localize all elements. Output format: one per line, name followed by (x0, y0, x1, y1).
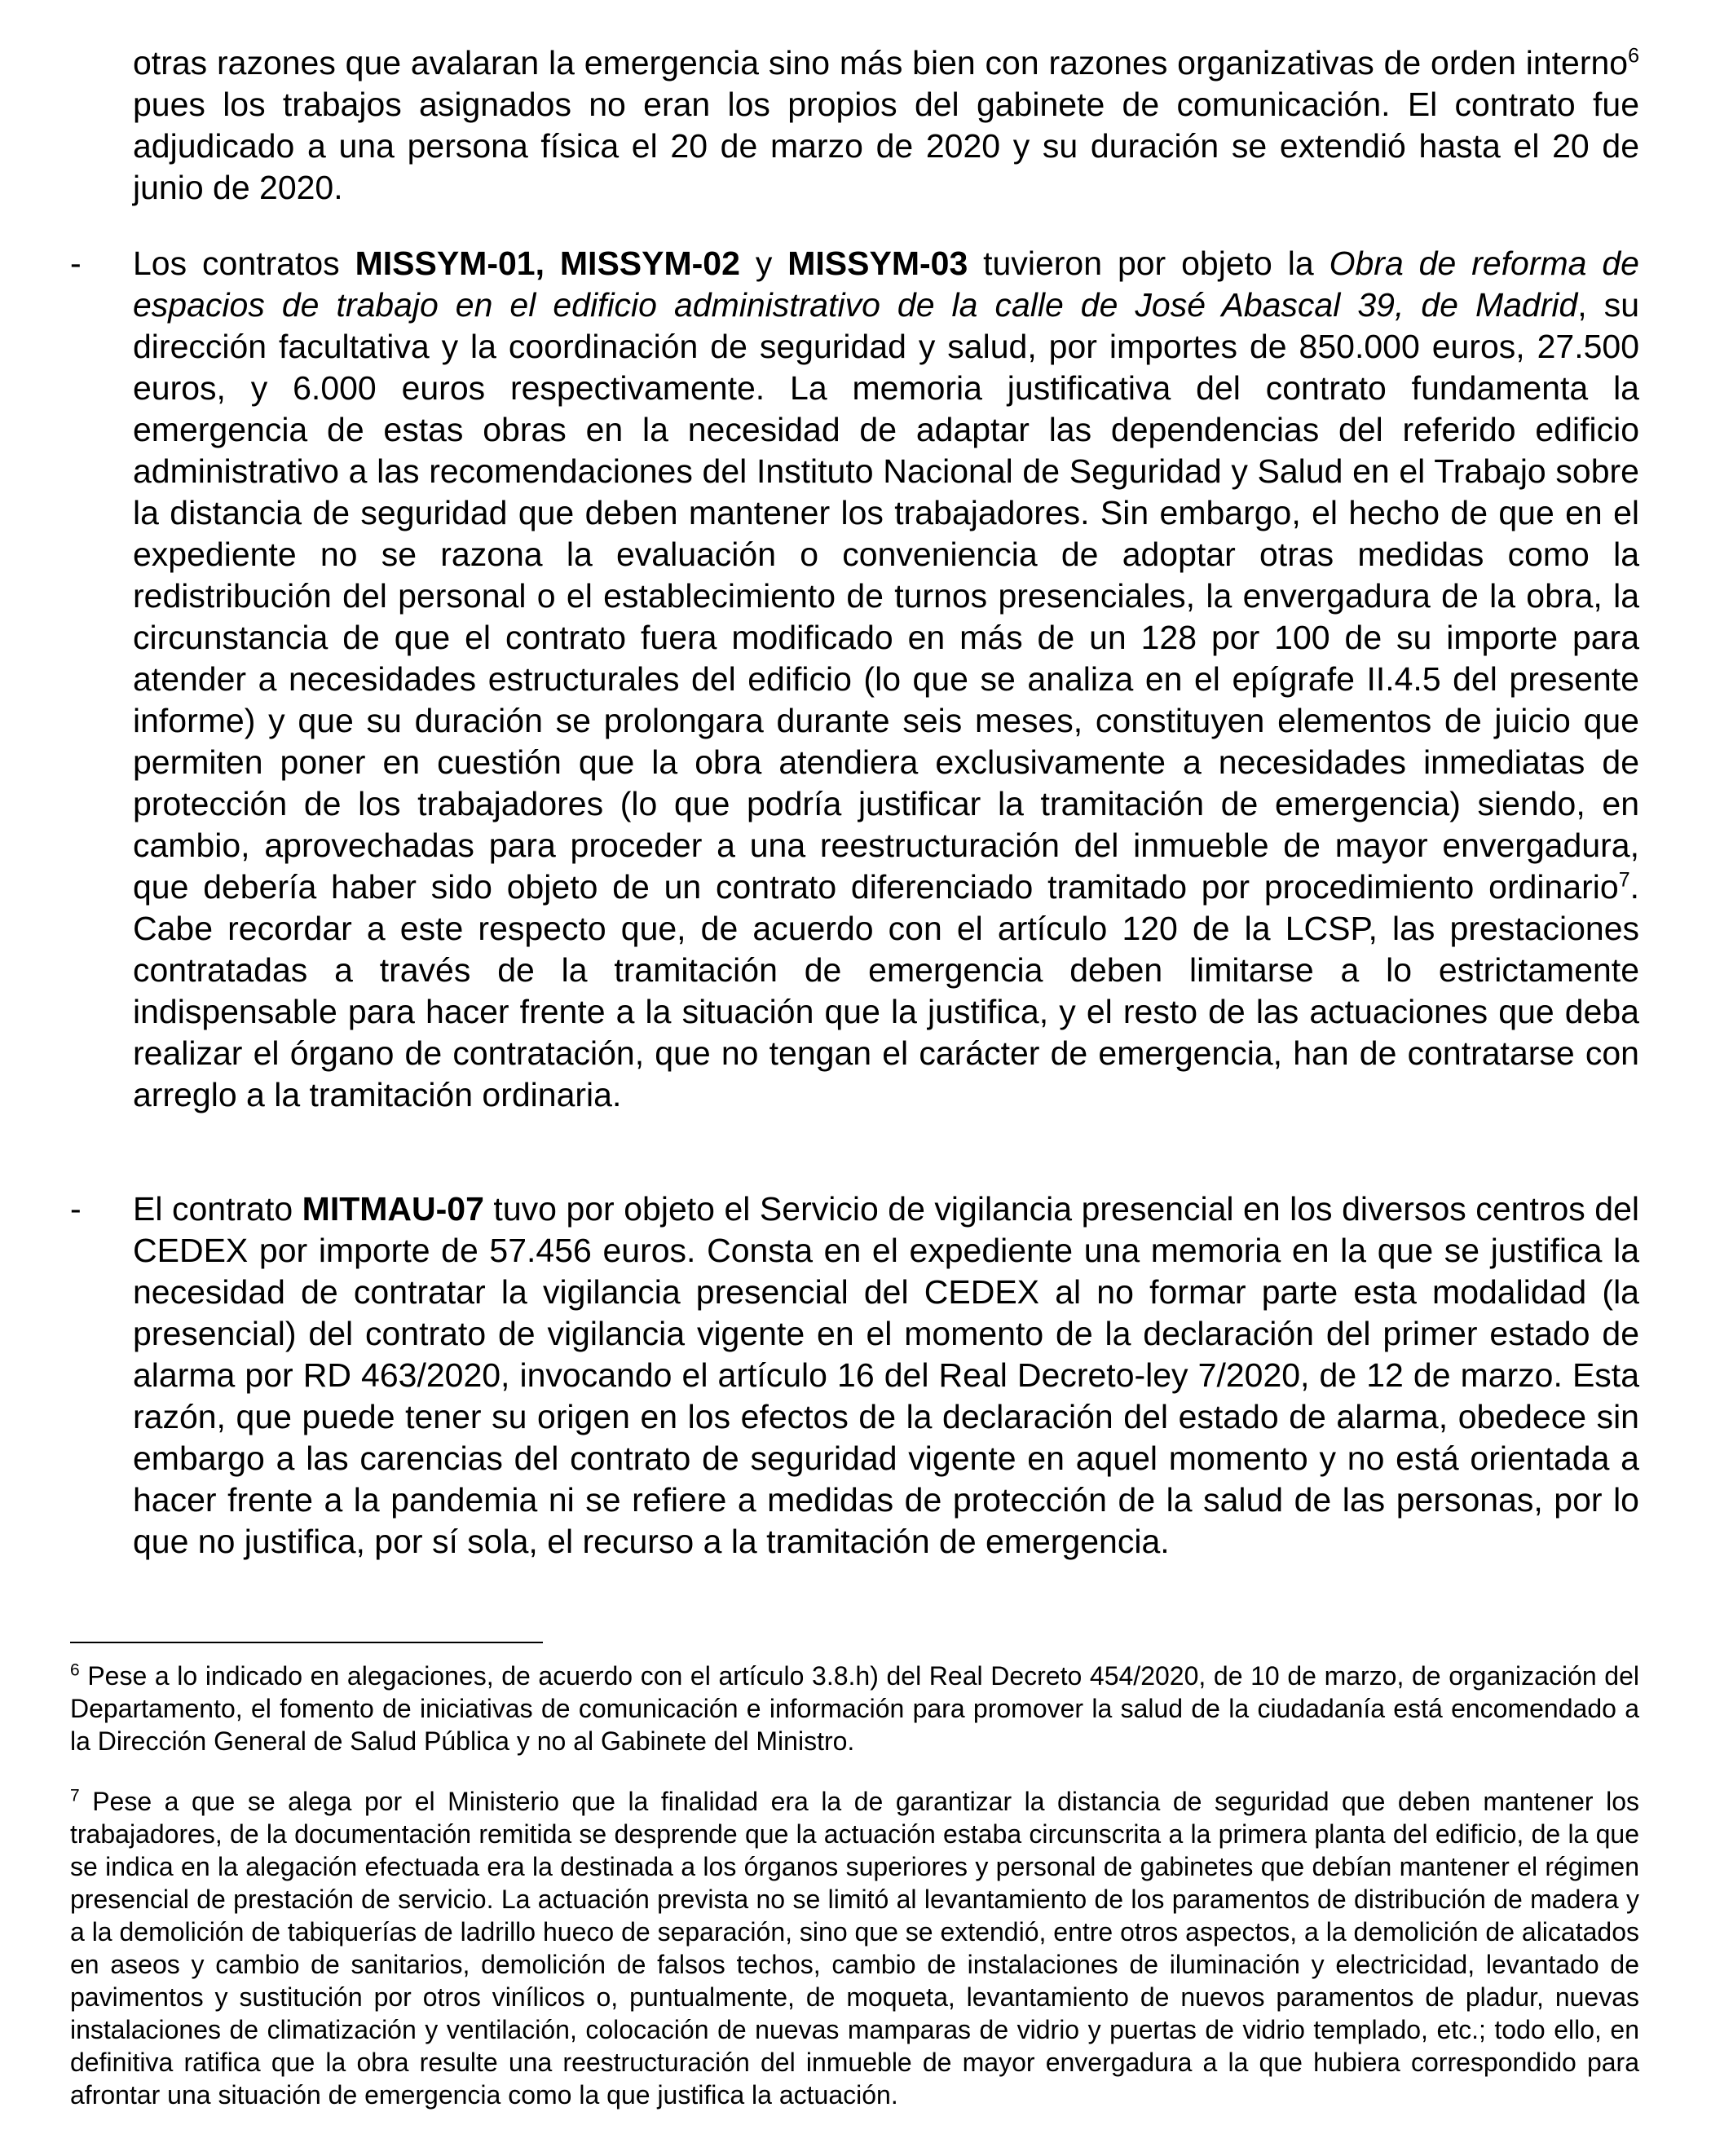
bullet-text (133, 1188, 1639, 1563)
contract-object-italic: Obra de reforma de espacios de trabajo en el edificio administrativo de la calle de José Abascal 39, de Madrid (133, 245, 1639, 324)
text-run: y (739, 245, 788, 282)
footnote-number: 6 (70, 1660, 80, 1680)
bullet-text (133, 243, 1639, 1116)
footnote-separator (70, 1642, 543, 1643)
footnote-number: 7 (70, 1786, 80, 1805)
text-run: tuvieron por objeto la (968, 245, 1330, 282)
text-run: . Cabe recordar a este respecto que, de acuerdo con el artículo 120 de la LCSP, las prestaciones contratadas a través de la tramitación de emergencia deben limitarse a lo estrictamente indispensable para hacer frente a la situación que la justifica, y el resto de las actuaciones que deba realizar el órgano de contratación, que no tengan el carácter de emergencia, han de contratarse con arreglo a la tramitación ordinaria. (133, 868, 1639, 1113)
contract-code-bold: MITMAU-07 (302, 1190, 484, 1228)
footnote-6 (70, 1660, 1639, 1757)
paragraph-continuation (133, 42, 1639, 209)
text-run: Los contratos (133, 245, 355, 282)
footnote-text: Pese a que se alega por el Ministerio que la finalidad era la de garantizar la distancia de seguridad que deben mantener los trabajadores, de la documentación remitida se desprende que la actuación estaba circunscrita a la primera planta del edificio, de la que se indica en la alegación efectuada era la destinada a los órganos superiores y personal de gabinetes que debían mantener el régimen presencial de prestación de servicio. La actuación prevista no se limitó al levantamiento de los paramentos de distribución de madera y a la demolición de tabiquerías de ladrillo hueco de separación, sino que se extendió, entre otros aspectos, a la demolición de alicatados en aseos y cambio de sanitarios, demolición de falsos techos, cambio de instalaciones de iluminación y electricidad, levantado de pavimentos y sustitución por otros vinílicos o, puntualmente, de moqueta, levantamiento de nuevos paramentos de pladur, nuevas instalaciones de climatización y ventilación, colocación de nuevas mamparas de vidrio y puertas de vidrio templado, etc.; todo ello, en definitiva ratifica que la obra resulte una reestructuración del inmueble de mayor envergadura a la que hubiera correspondido para afrontar una situación de emergencia como la que justifica la actuación. (70, 1787, 1639, 2110)
bullet-item-missym (70, 243, 1639, 1116)
text-run: tuvo por objeto el Servicio de vigilancia presencial en los diversos centros del CEDEX por importe de 57.456 euros. Consta en el expediente una memoria en la que se justifica la necesidad de contratar la vigilancia presencial del CEDEX al no formar parte esta modalidad (la presencial) del contrato de vigilancia vigente en el momento de la declaración del primer estado de alarma por RD 463/2020, invocando el artículo 16 del Real Decreto-ley 7/2020, de 12 de marzo. Esta razón, que puede tener su origen en los efectos de la declaración del estado de alarma, obedece sin embargo a las carencias del contrato de seguridad vigente en aquel momento y no está orientada a hacer frente a la pandemia ni se refiere a medidas de protección de la salud de las personas, por lo que no justifica, por sí sola, el recurso a la tramitación de emergencia. (133, 1190, 1639, 1560)
paragraph-text: pues los trabajos asignados no eran los propios del gabinete de comunicación. El contrato fue adjudicado a una persona física el 20 de marzo de 2020 y su duración se extendió hasta el 20 de junio de 2020. (133, 86, 1639, 206)
bullet-dash: - (70, 245, 82, 282)
text-run: , su dirección facultativa y la coordinación de seguridad y salud, por importes de 850.000 euros, 27.500 euros, y 6.000 euros respectivamente. La memoria justificativa del contrato fundamenta la emergencia de estas obras en la necesidad de adaptar las dependencias del referido edificio administrativo a las recomendaciones del Instituto Nacional de Seguridad y Salud en el Trabajo sobre la distancia de seguridad que deben mantener los trabajadores. Sin embargo, el hecho de que en el expediente no se razona la evaluación o conveniencia de adoptar otras medidas como la redistribución del personal o el establecimiento de turnos presenciales, la envergadura de la obra, la circunstancia de que el contrato fuera modificado en más de un 128 por 100 de su importe para atender a necesidades estructurales del edificio (lo que se analiza en el epígrafe II.4.5 del presente informe) y que su duración se prolongara durante seis meses, constituyen elementos de juicio que permiten poner en cuestión que la obra atendiera exclusivamente a necesidades inmediatas de protección de los trabajadores (lo que podría justificar la tramitación de emergencia) siendo, en cambio, aprovechadas para proceder a una reestructuración del inmueble de mayor envergadura, que debería haber sido objeto de un contrato diferenciado tramitado por procedimiento ordinario (133, 286, 1639, 906)
text-run: El contrato (133, 1190, 302, 1228)
footnote-ref-7[interactable]: 7 (1618, 868, 1630, 892)
bullet-item-mitmau (70, 1188, 1639, 1563)
bullet-dash: - (70, 1190, 82, 1228)
paragraph-text: otras razones que avalaran la emergencia sino más bien con razones organizativas de orden interno (133, 44, 1629, 82)
contract-code-bold: MISSYM-03 (787, 245, 968, 282)
footnote-ref-6[interactable]: 6 (1628, 44, 1639, 68)
footnote-7 (70, 1785, 1639, 2111)
contract-code-bold: MISSYM-01, MISSYM-02 (355, 245, 740, 282)
footnote-text: Pese a lo indicado en alegaciones, de acuerdo con el artículo 3.8.h) del Real Decreto 454/2020, de 10 de marzo, de organización del Departamento, el fomento de iniciativas de comunicación e información para promover la salud de la ciudadanía está encomendado a la Dirección General de Salud Pública y no al Gabinete del Ministro. (70, 1661, 1639, 1756)
